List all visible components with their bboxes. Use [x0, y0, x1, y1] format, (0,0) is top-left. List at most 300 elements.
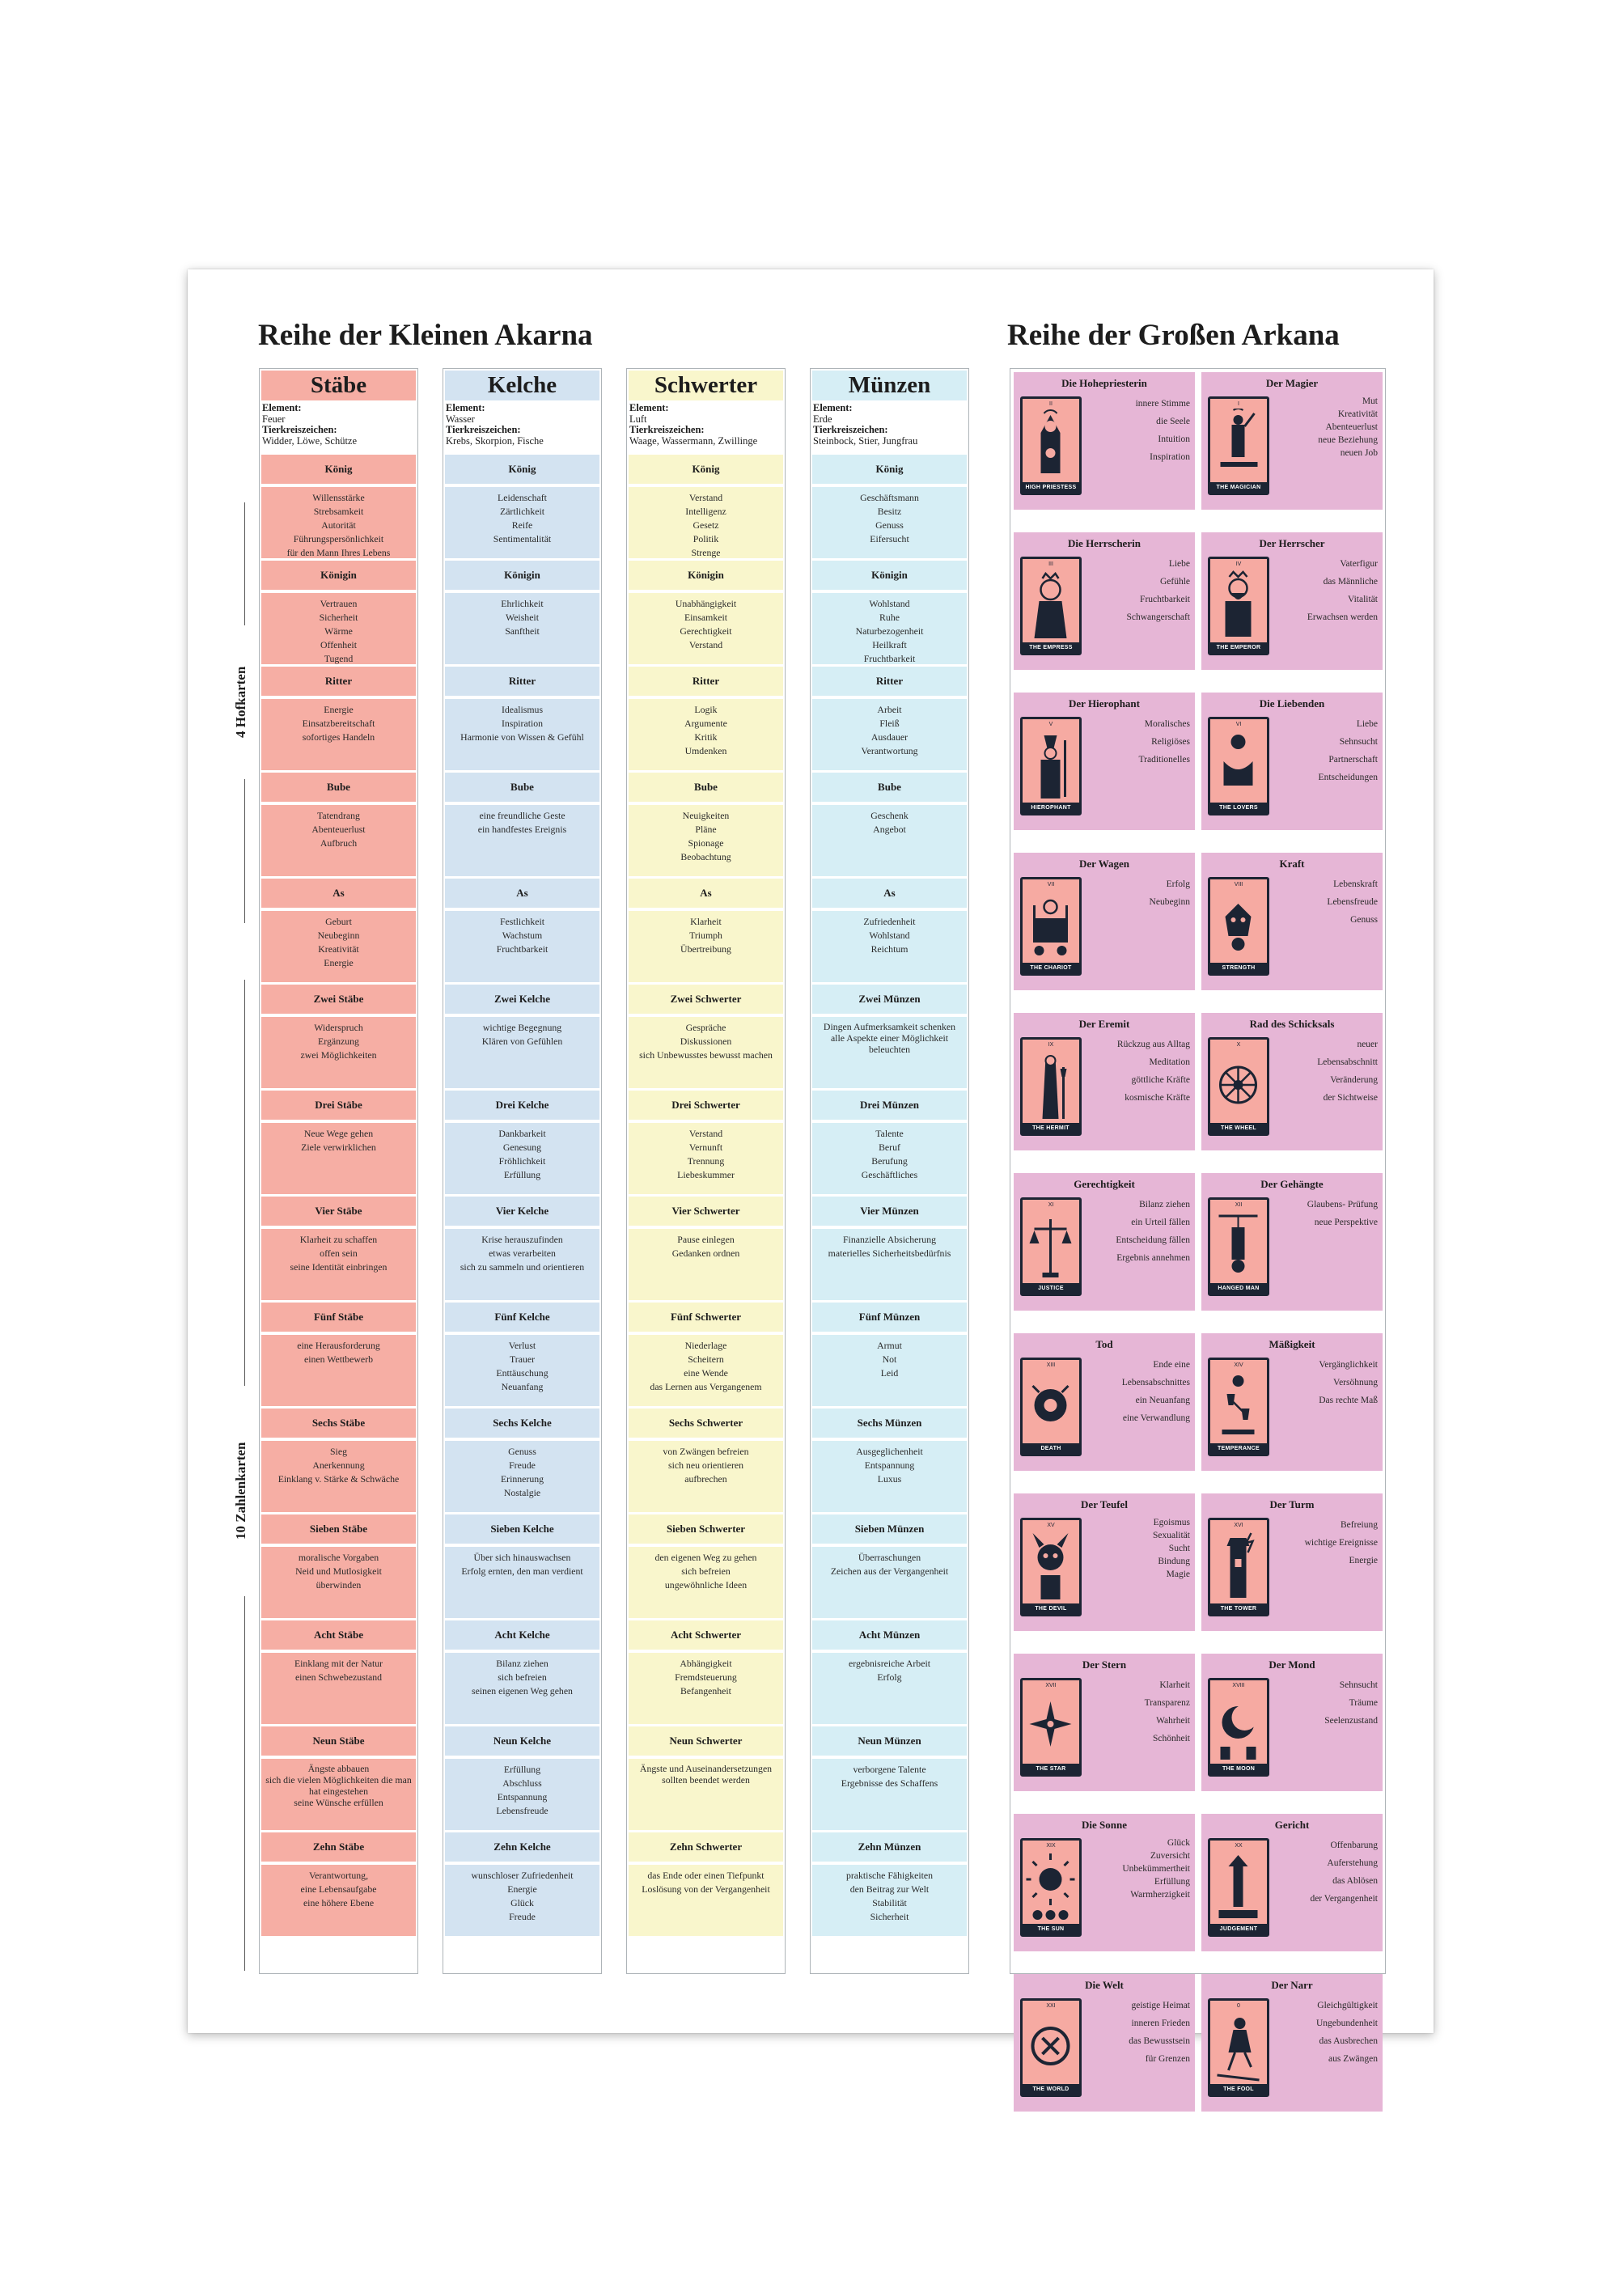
- major-card-keyword: Ergebnis annehmen: [1116, 1253, 1190, 1263]
- card-title: Zwei Stäbe: [261, 985, 416, 1014]
- card-numeral: VII: [1047, 882, 1055, 887]
- card-keyword: Erfolg ernten, den man verdient: [461, 1565, 583, 1577]
- court-cards-label: 4 Hofkarten: [233, 625, 257, 779]
- card-keyword: Einklang v. Stärke & Schwäche: [277, 1473, 400, 1485]
- card-numeral: XX: [1235, 1843, 1243, 1849]
- card-keyword: Triumph: [689, 930, 722, 941]
- card-keyword: eine freundliche Geste: [479, 810, 565, 821]
- card-keywords: [261, 593, 416, 664]
- card-keyword: Strebsamkeit: [313, 506, 364, 517]
- fool-icon: [1214, 2010, 1263, 2083]
- card-caption: THE HERMIT: [1022, 1123, 1080, 1134]
- major-card-keyword: Wahrheit: [1156, 1716, 1190, 1726]
- major-card-keyword: Veränderung: [1330, 1075, 1378, 1085]
- card-keyword: Geschenk: [870, 810, 909, 821]
- card-keyword: Niederlage: [684, 1340, 727, 1351]
- card-numeral: X: [1236, 1042, 1241, 1048]
- card-keyword: Bilanz ziehen: [496, 1658, 549, 1669]
- tarot-card-illustration: [1208, 1518, 1269, 1616]
- zodiac-value: Krebs, Skorpion, Fische: [446, 434, 544, 447]
- strength-icon: [1214, 889, 1263, 962]
- card-keyword: alle Aspekte einer Möglichkeit beleuchten: [830, 1032, 949, 1055]
- card-keyword: sich neu orientieren: [667, 1459, 744, 1471]
- major-arcana-card: [1201, 1493, 1383, 1631]
- card-keyword: Neuigkeiten: [682, 810, 730, 821]
- card-keywords: [629, 1017, 783, 1088]
- card-keyword: Naturbezogenheit: [855, 625, 924, 637]
- major-card-name: Der Gehängte: [1260, 1178, 1324, 1190]
- major-card-name: Tod: [1095, 1338, 1113, 1350]
- card-title: Sieben Münzen: [812, 1514, 967, 1544]
- card-keywords: [261, 1229, 416, 1300]
- tarot-card-illustration: [1208, 1358, 1269, 1456]
- lovers-icon: [1214, 729, 1263, 802]
- major-card-keyword: das Männliche: [1323, 577, 1378, 587]
- zodiac-label: Tierkreiszeichen:: [262, 424, 337, 435]
- card-title: Bube: [445, 773, 599, 802]
- justice-icon: [1026, 1209, 1075, 1282]
- card-title: Neun Kelche: [445, 1726, 599, 1756]
- card-keyword: Ergebnisse des Schaffens: [841, 1777, 938, 1789]
- major-card-keyword: neuen Job: [1340, 448, 1378, 458]
- card-keyword: Geschäftliches: [861, 1169, 918, 1180]
- card-title: Zehn Stäbe: [261, 1832, 416, 1862]
- card-keyword: Vertrauen: [320, 598, 358, 609]
- major-card-keyword: für Grenzen: [1145, 2054, 1190, 2064]
- tarot-card-illustration: [1020, 1518, 1082, 1616]
- major-card-keyword: neue Beziehung: [1318, 435, 1378, 445]
- card-keyword: Verstand: [688, 1128, 723, 1139]
- card-keyword: Aufbruch: [320, 837, 358, 849]
- major-card-keyword: Glück: [1167, 1838, 1190, 1848]
- major-card-keyword: Moralisches: [1144, 719, 1190, 729]
- card-keywords: [261, 1547, 416, 1618]
- death-icon: [1026, 1370, 1075, 1442]
- major-card-keywords: [1274, 1036, 1378, 1107]
- major-card-keyword: Ende eine Lebensabschnittes: [1121, 1360, 1190, 1387]
- card-keyword: Unabhängigkeit: [675, 598, 737, 609]
- major-card-keywords: [1274, 1676, 1378, 1730]
- card-keyword: Eifersucht: [870, 533, 909, 544]
- card-caption: HIGH PRIESTESS: [1022, 482, 1080, 494]
- suit-column-3: [810, 368, 969, 1974]
- card-keyword: Gespräche: [685, 1022, 726, 1033]
- major-card-keyword: Genuss: [1350, 915, 1378, 925]
- card-keywords: [261, 1123, 416, 1194]
- major-arcana-panel: [1010, 368, 1386, 2092]
- major-card-keywords: [1086, 1036, 1190, 1107]
- card-caption: HANGED MAN: [1209, 1283, 1268, 1294]
- card-title: Sechs Stäbe: [261, 1409, 416, 1438]
- number-cards-label: 10 Zahlenkarten: [233, 1386, 257, 1596]
- major-card-keyword: Zuversicht: [1150, 1851, 1190, 1861]
- sun-icon: [1026, 1850, 1075, 1923]
- card-title: König: [812, 455, 967, 484]
- card-title: Bube: [812, 773, 967, 802]
- card-keywords: [261, 1865, 416, 1936]
- major-card-keywords: [1086, 1356, 1190, 1427]
- zodiac-value: Widder, Löwe, Schütze: [262, 434, 358, 447]
- card-keyword: sich Unbewusstes bewusst machen: [639, 1049, 773, 1061]
- major-arcana-card: [1014, 1013, 1195, 1150]
- card-keyword: Energie: [324, 704, 354, 715]
- card-keywords: [445, 1017, 599, 1088]
- major-card-keyword: Versöhnung: [1333, 1378, 1378, 1387]
- zodiac-label: Tierkreiszeichen:: [446, 424, 521, 435]
- card-caption: THE MOON: [1209, 1764, 1268, 1775]
- card-title: Drei Kelche: [445, 1091, 599, 1120]
- card-keyword: Angebot: [873, 824, 906, 835]
- card-keyword: Politik: [693, 533, 719, 544]
- card-keyword: Freude: [509, 1911, 536, 1922]
- card-keyword: etwas verarbeiten: [489, 1248, 556, 1259]
- card-title: Königin: [445, 561, 599, 590]
- major-card-keywords: [1086, 715, 1190, 769]
- card-keyword: Über sich hinauswachsen: [473, 1552, 571, 1563]
- card-keyword: für den Mann Ihres Lebens: [286, 547, 391, 558]
- card-keyword: Gedanken ordnen: [671, 1248, 740, 1259]
- card-keyword: offen sein: [320, 1248, 358, 1259]
- card-title: Sieben Kelche: [445, 1514, 599, 1544]
- card-title: Königin: [261, 561, 416, 590]
- card-keyword: Reife: [511, 519, 533, 531]
- suit-info: [812, 403, 967, 449]
- card-keyword: Inspiration: [501, 718, 544, 729]
- card-keyword: Arbeit: [877, 704, 902, 715]
- card-numeral: VI: [1235, 722, 1242, 727]
- card-keyword: ein handfestes Ereignis: [477, 824, 567, 835]
- card-numeral: VIII: [1234, 882, 1243, 887]
- major-card-keyword: Träume: [1349, 1698, 1378, 1708]
- card-keyword: Verantwortung: [861, 745, 918, 756]
- card-keyword: verborgene Talente: [853, 1764, 926, 1775]
- card-numeral: XIX: [1046, 1843, 1056, 1849]
- card-keyword: Abhängigkeit: [680, 1658, 732, 1669]
- card-title: Zehn Schwerter: [629, 1832, 783, 1862]
- card-keyword: Logik: [694, 704, 718, 715]
- card-keyword: Kritik: [694, 731, 718, 743]
- card-title: Fünf Kelche: [445, 1303, 599, 1332]
- card-keyword: Überraschungen: [858, 1552, 921, 1563]
- card-keyword: Stabilität: [872, 1897, 907, 1908]
- major-card-keyword: der Sichtweise: [1323, 1093, 1378, 1103]
- card-keywords: [261, 805, 416, 876]
- suit-name: Kelche: [445, 371, 599, 400]
- card-keyword: Weisheit: [506, 612, 539, 623]
- card-keyword: das Lernen aus Vergangenem: [650, 1381, 762, 1392]
- suit-info: [445, 403, 599, 449]
- major-card-keyword: eine Verwandlung: [1122, 1413, 1190, 1423]
- judgement-icon: [1214, 1850, 1263, 1923]
- major-card-keyword: Das rechte Maß: [1319, 1396, 1378, 1405]
- major-card-keyword: Sehnsucht: [1339, 737, 1378, 747]
- card-numeral: 0: [1237, 2003, 1240, 2009]
- major-card-keyword: das Bewusstsein: [1129, 2036, 1190, 2046]
- card-keyword: einen Schwebezustand: [294, 1671, 383, 1683]
- card-title: Zehn Kelche: [445, 1832, 599, 1862]
- card-keyword: Idealismus: [501, 704, 544, 715]
- major-card-keyword: neuer: [1357, 1040, 1378, 1049]
- major-arcana-card: [1201, 1654, 1383, 1791]
- card-keyword: Genuss: [508, 1446, 536, 1457]
- major-card-keyword: Rückzug aus Alltag: [1116, 1040, 1190, 1049]
- card-title: Zehn Münzen: [812, 1832, 967, 1862]
- major-card-name: Kraft: [1279, 858, 1305, 870]
- card-keyword: überwinden: [316, 1579, 362, 1591]
- tarot-card-illustration: [1020, 1037, 1082, 1136]
- major-card-name: Gerechtigkeit: [1074, 1178, 1135, 1190]
- major-arcana-card: [1201, 693, 1383, 830]
- card-keywords: [812, 1123, 967, 1194]
- card-keyword: Loslösung von der Vergangenheit: [642, 1883, 770, 1895]
- card-keyword: seine Identität einbringen: [290, 1261, 388, 1273]
- card-keyword: Besitz: [877, 506, 902, 517]
- card-keyword: zwei Möglichkeiten: [300, 1049, 377, 1061]
- card-numeral: II: [1049, 401, 1053, 407]
- card-keyword: Festlichkeit: [499, 916, 545, 927]
- card-keywords: [629, 1123, 783, 1194]
- card-keyword: Berufung: [871, 1155, 908, 1167]
- card-keyword: praktische Fähigkeiten: [845, 1870, 934, 1881]
- card-keyword: Energie: [324, 957, 354, 968]
- card-numeral: XV: [1047, 1523, 1055, 1528]
- card-keyword: aufbrechen: [684, 1473, 727, 1485]
- card-caption: JUSTICE: [1022, 1283, 1080, 1294]
- card-caption: THE WORLD: [1022, 2084, 1080, 2095]
- card-keyword: Not: [882, 1353, 897, 1365]
- card-keywords: [812, 593, 967, 664]
- card-keywords: [445, 1653, 599, 1724]
- major-card-keyword: Ungebundenheit: [1315, 2019, 1378, 2028]
- suit-name: Stäbe: [261, 371, 416, 400]
- card-keyword: Fruchtbarkeit: [496, 943, 549, 955]
- major-card-keyword: Traditionelles: [1138, 755, 1190, 765]
- card-keyword: Leidenschaft: [498, 492, 547, 503]
- card-keyword: Krise herauszufinden: [481, 1234, 563, 1245]
- card-keyword: Neuanfang: [501, 1381, 544, 1392]
- card-keyword: Zärtlichkeit: [499, 506, 545, 517]
- major-card-name: Der Stern: [1082, 1658, 1127, 1671]
- major-card-keyword: Lebensabschnitt: [1317, 1057, 1378, 1067]
- major-arcana-card: [1014, 853, 1195, 990]
- major-card-name: Der Wagen: [1079, 858, 1129, 870]
- card-keywords: [629, 593, 783, 664]
- card-keyword: Pause einlegen: [677, 1234, 735, 1245]
- card-keyword: Zeichen aus der Vergangenheit: [830, 1565, 949, 1577]
- card-keyword: Reichtum: [870, 943, 909, 955]
- tarot-card-illustration: [1020, 1678, 1082, 1777]
- major-card-keywords: [1274, 1997, 1378, 2068]
- card-keywords: [445, 1441, 599, 1512]
- tarot-poster: [188, 269, 1434, 2092]
- card-keyword: Erfüllung: [503, 1169, 541, 1180]
- card-caption: THE CHARIOT: [1022, 963, 1080, 974]
- card-keywords: [812, 911, 967, 982]
- card-keywords: [445, 911, 599, 982]
- major-card-keyword: innere Stimme: [1135, 399, 1190, 409]
- major-card-keyword: Abenteuerlust: [1325, 422, 1378, 432]
- card-keyword: Umdenken: [684, 745, 727, 756]
- card-title: Sechs Kelche: [445, 1409, 599, 1438]
- card-keyword: Anerkennung: [312, 1459, 365, 1471]
- card-keyword: Enttäuschung: [496, 1367, 549, 1379]
- world-icon: [1026, 2010, 1075, 2083]
- card-keywords: [445, 699, 599, 770]
- card-keyword: Einsatzbereitschaft: [302, 718, 375, 729]
- major-arcana-card: [1201, 372, 1383, 510]
- tarot-card-illustration: [1208, 396, 1269, 495]
- major-card-keyword: die Seele: [1156, 417, 1190, 426]
- card-keyword: Sieg: [330, 1446, 347, 1457]
- zodiac-value: Waage, Wassermann, Zwillinge: [629, 434, 758, 447]
- card-keyword: Klarheit zu schaffen: [299, 1234, 378, 1245]
- card-numeral: III: [1048, 561, 1053, 567]
- card-title: Acht Stäbe: [261, 1620, 416, 1650]
- major-card-keyword: Klarheit: [1159, 1680, 1190, 1690]
- major-card-keyword: Sucht: [1168, 1544, 1190, 1553]
- major-card-keyword: göttliche Kräfte: [1131, 1075, 1190, 1085]
- major-card-name: Der Eremit: [1078, 1018, 1130, 1030]
- major-arcana-card: [1014, 1974, 1195, 2112]
- wheel-icon: [1214, 1049, 1263, 1122]
- card-keywords: [629, 487, 783, 558]
- zodiac-value: Steinbock, Stier, Jungfrau: [813, 434, 918, 447]
- card-caption: HIEROPHANT: [1022, 803, 1080, 814]
- card-keyword: Glück: [510, 1897, 534, 1908]
- card-numeral: XVIII: [1232, 1683, 1245, 1688]
- major-card-keyword: Mut: [1362, 396, 1378, 406]
- card-title: König: [629, 455, 783, 484]
- card-keyword: Fruchtbarkeit: [863, 653, 916, 664]
- card-title: Königin: [629, 561, 783, 590]
- major-card-name: Die Hohepriesterin: [1061, 377, 1147, 389]
- card-keywords: [812, 1759, 967, 1830]
- major-card-keyword: Magie: [1166, 1569, 1190, 1579]
- major-card-keywords: [1086, 875, 1190, 911]
- card-keywords: [445, 1547, 599, 1618]
- card-keyword: Einklang mit der Natur: [294, 1658, 383, 1669]
- element-value: Luft: [629, 413, 647, 425]
- card-title: Fünf Schwerter: [629, 1303, 783, 1332]
- major-card-keyword: Vergänglichkeit: [1319, 1360, 1378, 1370]
- tarot-card-illustration: [1020, 877, 1082, 976]
- suit-info: [629, 403, 783, 449]
- card-title: König: [445, 455, 599, 484]
- card-keywords: [812, 1017, 967, 1088]
- card-keyword: Heilkraft: [872, 639, 907, 650]
- hierophant-icon: [1026, 729, 1075, 802]
- element-label: Element:: [813, 402, 853, 413]
- card-keyword: Sicherheit: [870, 1911, 909, 1922]
- major-card-keyword: Liebe: [1356, 719, 1378, 729]
- major-arcana-card: [1014, 1333, 1195, 1471]
- card-title: Acht Schwerter: [629, 1620, 783, 1650]
- major-arcana-card: [1201, 853, 1383, 990]
- card-keyword: Ausdauer: [870, 731, 909, 743]
- major-card-keyword: Unbekümmertheit: [1122, 1864, 1190, 1874]
- major-card-keyword: Partnerschaft: [1328, 755, 1378, 765]
- card-keyword: Strenge: [691, 547, 721, 558]
- card-keyword: sich befreien: [498, 1671, 547, 1683]
- major-arcana-card: [1201, 1173, 1383, 1311]
- major-card-keyword: Inspiration: [1150, 452, 1190, 462]
- card-numeral: XVI: [1234, 1523, 1243, 1528]
- major-card-keyword: Gleichgültigkeit: [1317, 2001, 1378, 2010]
- chariot-icon: [1026, 889, 1075, 962]
- major-arcana-card: [1201, 1814, 1383, 1951]
- card-keywords: [261, 487, 416, 558]
- card-keywords: [629, 1759, 783, 1830]
- card-keyword: Einsamkeit: [684, 612, 728, 623]
- card-keyword: Finanzielle Absicherung: [843, 1234, 936, 1245]
- card-keyword: sich befreien: [681, 1565, 731, 1577]
- card-caption: THE LOVERS: [1209, 803, 1268, 814]
- card-title: Fünf Münzen: [812, 1303, 967, 1332]
- zodiac-label: Tierkreiszeichen:: [813, 424, 888, 435]
- card-keyword: Kreativität: [318, 943, 359, 955]
- card-keywords: [445, 1335, 599, 1406]
- card-keywords: [261, 1653, 416, 1724]
- card-keyword: Sicherheit: [319, 612, 358, 623]
- card-keyword: Fremdsteuerung: [675, 1671, 737, 1683]
- major-card-keyword: Erwachsen werden: [1307, 612, 1378, 622]
- card-keywords: [445, 805, 599, 876]
- major-card-keywords: [1274, 1196, 1378, 1231]
- card-keyword: Wachstum: [502, 930, 543, 941]
- tarot-card-illustration: [1208, 1998, 1269, 2097]
- element-value: Wasser: [446, 413, 475, 425]
- element-label: Element:: [446, 402, 485, 413]
- card-title: Drei Stäbe: [261, 1091, 416, 1120]
- element-label: Element:: [262, 402, 302, 413]
- major-card-keyword: das Ausbrechen: [1319, 2036, 1378, 2046]
- card-keyword: Ziele verwirklichen: [301, 1142, 376, 1153]
- tarot-card-illustration: [1208, 557, 1269, 655]
- card-title: Königin: [812, 561, 967, 590]
- card-keyword: ungewöhnliche Ideen: [664, 1579, 748, 1591]
- card-keywords: [629, 1229, 783, 1300]
- card-keyword: Tugend: [324, 653, 354, 664]
- element-value: Erde: [813, 413, 832, 425]
- card-keyword: Trauer: [509, 1353, 536, 1365]
- card-keyword: eine Herausforderung: [297, 1340, 380, 1351]
- card-keyword: Willensstärke: [312, 492, 365, 503]
- tarot-card-illustration: [1020, 1998, 1082, 2097]
- major-card-name: Der Magier: [1265, 377, 1319, 389]
- card-keyword: Geburt: [325, 916, 352, 927]
- card-keyword: Ruhe: [879, 612, 900, 623]
- card-keyword: Leid: [880, 1367, 899, 1379]
- major-card-keywords: [1086, 1196, 1190, 1267]
- card-keyword: Fröhlichkeit: [498, 1155, 546, 1167]
- card-keyword: ergebnisreiche Arbeit: [849, 1658, 930, 1669]
- card-keyword: den eigenen Weg zu gehen: [654, 1552, 757, 1563]
- hanged-man-icon: [1214, 1209, 1263, 1282]
- major-card-keyword: Entscheidungen: [1318, 773, 1378, 782]
- suit-column-0: [259, 368, 418, 1974]
- card-keyword: wunschloser Zufriedenheit: [471, 1870, 574, 1881]
- card-title: Drei Münzen: [812, 1091, 967, 1120]
- card-keywords: [445, 1865, 599, 1936]
- tarot-card-illustration: [1020, 557, 1082, 655]
- hermit-icon: [1026, 1049, 1075, 1122]
- card-keywords: [629, 1547, 783, 1618]
- card-keyword: Dingen Aufmerksamkeit schenken: [823, 1021, 956, 1032]
- major-arcana-card: [1201, 1974, 1383, 2112]
- card-keywords: [812, 699, 967, 770]
- card-title: Acht Kelche: [445, 1620, 599, 1650]
- card-keywords: [261, 1017, 416, 1088]
